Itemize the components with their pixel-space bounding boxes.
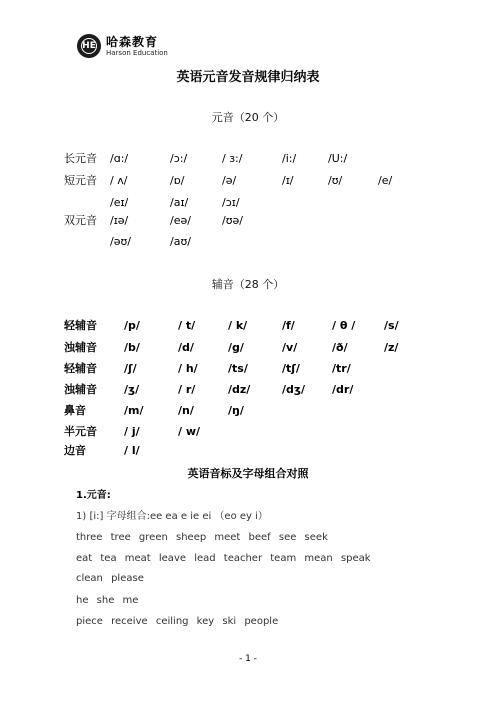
phoneme: /e/ bbox=[378, 174, 393, 187]
phoneme: /z/ bbox=[384, 341, 399, 354]
phoneme: /p/ bbox=[124, 319, 140, 332]
phoneme: /ʊə/ bbox=[222, 214, 243, 227]
phoneme: /aʊ/ bbox=[170, 235, 191, 248]
phoneme: / ʌ/ bbox=[110, 174, 128, 187]
phoneme: /ð/ bbox=[332, 341, 348, 354]
row-label: 双元音 bbox=[64, 214, 97, 227]
phoneme: /m/ bbox=[124, 404, 144, 417]
letter-combination-line: 1) [i:] 字母组合:ee ea e ie ei （eo ey i） bbox=[76, 511, 268, 522]
phoneme: / l/ bbox=[124, 444, 140, 457]
phoneme: /b/ bbox=[124, 341, 140, 354]
phoneme: / θ / bbox=[332, 319, 356, 332]
example-words: clean please bbox=[76, 573, 144, 584]
section-heading: 1.元音: bbox=[76, 490, 111, 501]
phoneme: /d/ bbox=[178, 341, 194, 354]
row-label: 浊辅音 bbox=[64, 341, 97, 354]
phoneme: /ɔɪ/ bbox=[222, 196, 240, 209]
phoneme: /ts/ bbox=[228, 362, 248, 375]
row-label: 轻辅音 bbox=[64, 362, 97, 375]
example-words: three tree green sheep meet beef see seek bbox=[76, 532, 328, 543]
phoneme: /ʒ/ bbox=[124, 383, 140, 396]
phoneme: /f/ bbox=[282, 319, 295, 332]
consonants-heading: 辅音（28 个） bbox=[211, 278, 285, 291]
phoneme: /dz/ bbox=[228, 383, 251, 396]
phoneme: / ɜ:/ bbox=[222, 152, 243, 165]
phoneme: /tʃ/ bbox=[282, 362, 300, 375]
example-words: piece receive ceiling key ski people bbox=[76, 616, 279, 627]
subtitle: 英语音标及字母组合对照 bbox=[187, 467, 309, 480]
phoneme: /dʒ/ bbox=[282, 383, 305, 396]
phoneme: /əʊ/ bbox=[110, 235, 131, 248]
phoneme: /ɔ:/ bbox=[170, 152, 188, 165]
phoneme: /ŋ/ bbox=[228, 404, 244, 417]
logo bbox=[77, 34, 168, 58]
phoneme: /eɪ/ bbox=[110, 196, 129, 209]
phoneme: /aɪ/ bbox=[170, 196, 189, 209]
phoneme: /g/ bbox=[228, 341, 244, 354]
vowels-heading: 元音（20 个） bbox=[211, 111, 285, 124]
example-words: he she me bbox=[76, 595, 139, 606]
phoneme: /tr/ bbox=[332, 362, 351, 375]
harson-logo-icon bbox=[77, 34, 101, 58]
phoneme: /eə/ bbox=[170, 214, 191, 227]
example-words: eat tea meat leave lead teacher team mean speak bbox=[76, 553, 371, 564]
phoneme: /i:/ bbox=[282, 152, 297, 165]
phoneme: /ʃ/ bbox=[124, 362, 137, 375]
phoneme: / t/ bbox=[178, 319, 196, 332]
row-label: 边音 bbox=[64, 444, 86, 457]
row-label: 长元音 bbox=[64, 152, 97, 165]
phoneme: /ɪ/ bbox=[282, 174, 294, 187]
phoneme: /ʊ/ bbox=[328, 174, 343, 187]
page-number: - 1 - bbox=[239, 654, 257, 664]
row-label: 浊辅音 bbox=[64, 383, 97, 396]
phoneme: /U:/ bbox=[328, 152, 348, 165]
row-label: 轻辅音 bbox=[64, 319, 97, 332]
row-label: 半元音 bbox=[64, 425, 97, 438]
phoneme: / w/ bbox=[178, 425, 201, 438]
page-title: 英语元音发音规律归纳表 bbox=[176, 70, 320, 85]
phoneme: /n/ bbox=[178, 404, 194, 417]
phoneme: /ɪə/ bbox=[110, 214, 129, 227]
logo-name-en: Harson Education bbox=[106, 48, 168, 57]
phoneme: / r/ bbox=[178, 383, 196, 396]
logo-mark-text: HE bbox=[82, 41, 96, 51]
logo-name-cn: 哈森教育 bbox=[106, 34, 159, 49]
phoneme: / j/ bbox=[124, 425, 140, 438]
phoneme: / h/ bbox=[178, 362, 198, 375]
phoneme: /ɒ/ bbox=[170, 174, 185, 187]
phoneme: /dr/ bbox=[332, 383, 354, 396]
phoneme: /ɑ:/ bbox=[110, 152, 129, 165]
row-label: 短元音 bbox=[64, 174, 97, 187]
phoneme: /ə/ bbox=[222, 174, 237, 187]
phoneme: /v/ bbox=[282, 341, 298, 354]
row-label: 鼻音 bbox=[64, 404, 86, 417]
phoneme: / k/ bbox=[228, 319, 248, 332]
phoneme: /s/ bbox=[384, 319, 399, 332]
